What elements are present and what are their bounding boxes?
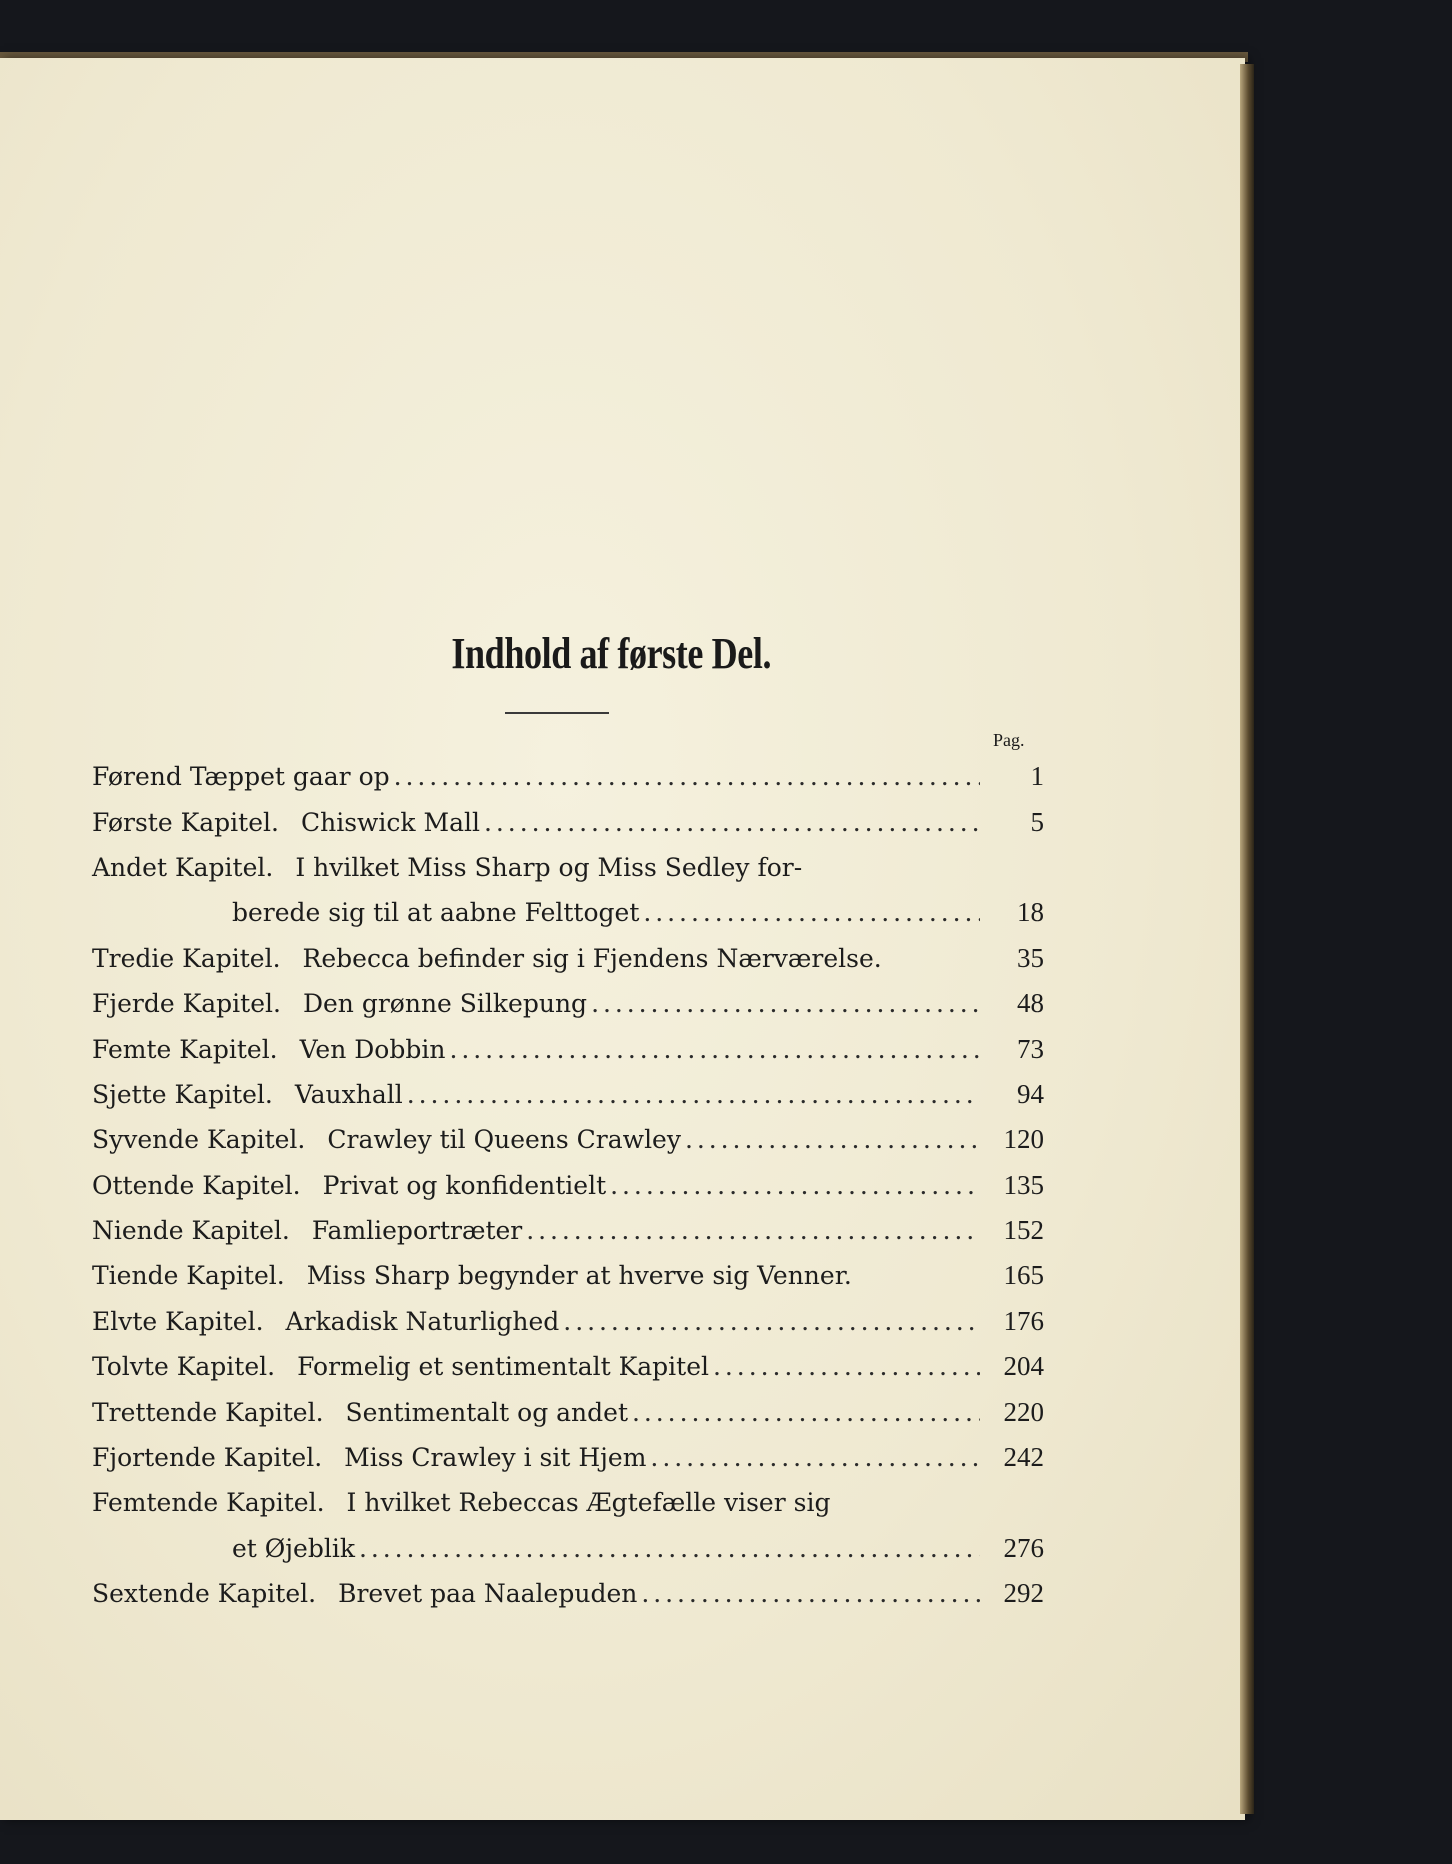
dot-leader xyxy=(449,1035,980,1064)
toc-entry-title: I hvilket Miss Sharp og Miss Sedley for- xyxy=(295,852,803,882)
toc-entry-chapter-16 xyxy=(92,1571,1044,1616)
toc-chapter-label: Sjette Kapitel. xyxy=(92,1079,273,1109)
dot-leader xyxy=(591,989,980,1018)
toc-entry-chapter-2-continued xyxy=(92,890,1044,935)
toc-page-number: 94 xyxy=(1017,1078,1044,1109)
toc-entry-title: Arkadisk Naturlighed xyxy=(285,1306,560,1336)
toc-entry-title: Den grønne Silkepung xyxy=(302,989,588,1019)
table-of-contents xyxy=(92,754,1044,1616)
dot-leader xyxy=(650,1443,980,1472)
dot-leader xyxy=(641,1579,980,1608)
toc-chapter-label: Femtende Kapitel. xyxy=(92,1488,325,1518)
toc-page-number: 1 xyxy=(1030,761,1044,792)
toc-entry-title: Crawley til Queens Crawley xyxy=(327,1125,681,1155)
toc-chapter-label: Syvende Kapitel. xyxy=(92,1125,306,1155)
title-rule xyxy=(505,712,609,714)
dot-leader xyxy=(713,1352,980,1381)
toc-entry-title: berede sig til at aabne Felttoget xyxy=(232,898,640,928)
page-column-label: Pag. xyxy=(993,730,1025,750)
toc-entry-chapter-8 xyxy=(92,1163,1044,1208)
dot-leader xyxy=(685,1125,980,1154)
toc-page-number: 35 xyxy=(1017,942,1044,973)
dot-leader xyxy=(643,898,980,927)
dot-leader xyxy=(526,1216,980,1245)
toc-entry-chapter-9 xyxy=(92,1208,1044,1253)
toc-chapter-label: Tredie Kapitel. xyxy=(92,943,281,973)
toc-entry-chapter-14 xyxy=(92,1435,1044,1480)
dot-leader xyxy=(484,808,980,837)
toc-entry-title: Formelig et sentimentalt Kapitel xyxy=(297,1352,710,1382)
dot-leader xyxy=(359,1534,980,1563)
toc-entry-title: Privat og konfidentielt xyxy=(322,1170,607,1200)
toc-entry-chapter-5 xyxy=(92,1026,1044,1071)
toc-entry-chapter-4 xyxy=(92,981,1044,1026)
toc-chapter-label: Niende Kapitel. xyxy=(92,1216,290,1246)
toc-page-number: 292 xyxy=(1003,1578,1044,1609)
toc-entry-chapter-6 xyxy=(92,1072,1044,1117)
toc-entry-title: Vauxhall xyxy=(294,1079,403,1109)
toc-entry-title: Ven Dobbin xyxy=(299,1034,446,1064)
toc-entry-chapter-1 xyxy=(92,799,1044,844)
toc-chapter-label: Tiende Kapitel. xyxy=(92,1261,285,1291)
toc-entry-title: Rebecca befinder sig i Fjendens Nærværelse. xyxy=(302,943,882,973)
toc-entry-chapter-15-continued xyxy=(92,1526,1044,1571)
toc-page-number: 135 xyxy=(1003,1169,1044,1200)
dot-leader xyxy=(407,1080,980,1109)
toc-page-number: 120 xyxy=(1003,1124,1044,1155)
toc-page-number: 220 xyxy=(1003,1396,1044,1427)
toc-chapter-label: Trettende Kapitel. xyxy=(92,1397,324,1427)
toc-chapter-label: Fjerde Kapitel. xyxy=(92,989,281,1019)
dot-leader xyxy=(394,762,980,791)
toc-page-number: 165 xyxy=(1003,1260,1044,1291)
toc-entry-chapter-13 xyxy=(92,1389,1044,1434)
toc-entry-title: Sentimentalt og andet xyxy=(345,1397,628,1427)
toc-entry-chapter-12 xyxy=(92,1344,1044,1389)
toc-page-number: 204 xyxy=(1003,1351,1044,1382)
toc-chapter-label: Elvte Kapitel. xyxy=(92,1306,264,1336)
toc-entry-chapter-3 xyxy=(92,936,1044,981)
dot-leader xyxy=(610,1171,980,1200)
toc-page-number: 48 xyxy=(1017,988,1044,1019)
toc-entry-chapter-10 xyxy=(92,1253,1044,1298)
toc-page-number: 242 xyxy=(1003,1442,1044,1473)
toc-entry-prologue xyxy=(92,754,1044,799)
toc-entry-title: I hvilket Rebeccas Ægtefælle viser sig xyxy=(346,1488,831,1518)
toc-page-number: 18 xyxy=(1017,897,1044,928)
toc-chapter-label: Ottende Kapitel. xyxy=(92,1170,301,1200)
toc-chapter-label: Fjortende Kapitel. xyxy=(92,1443,323,1473)
toc-entry-title: et Øjeblik xyxy=(232,1533,355,1563)
toc-entry-title: Førend Tæppet gaar op xyxy=(92,762,390,792)
toc-page-number: 5 xyxy=(1030,806,1044,837)
toc-entry-title: Miss Crawley i sit Hjem xyxy=(344,1443,647,1473)
toc-entry-title: Miss Sharp begynder at hverve sig Venner. xyxy=(306,1261,852,1291)
toc-page-number: 276 xyxy=(1003,1532,1044,1563)
toc-chapter-label: Første Kapitel. xyxy=(92,807,279,837)
dot-leader xyxy=(563,1307,980,1336)
toc-entry-title: Famlieportræter xyxy=(311,1216,523,1246)
toc-page-number: 176 xyxy=(1003,1305,1044,1336)
page-title: Indhold af første Del. xyxy=(451,629,772,678)
toc-entry-chapter-7 xyxy=(92,1117,1044,1162)
toc-page-number: 152 xyxy=(1003,1215,1044,1246)
dot-leader xyxy=(632,1398,980,1427)
toc-entry-chapter-15 xyxy=(92,1480,1044,1525)
toc-entry-chapter-11 xyxy=(92,1299,1044,1344)
toc-chapter-label: Femte Kapitel. xyxy=(92,1034,278,1064)
toc-chapter-label: Andet Kapitel. xyxy=(92,852,274,882)
toc-entry-chapter-2 xyxy=(92,845,1044,890)
toc-chapter-label: Tolvte Kapitel. xyxy=(92,1352,276,1382)
toc-chapter-label: Sextende Kapitel. xyxy=(92,1579,317,1609)
toc-entry-title: Brevet paa Naalepuden xyxy=(338,1579,638,1609)
toc-page-number: 73 xyxy=(1017,1033,1044,1064)
page-edge xyxy=(1240,64,1254,1814)
toc-entry-title: Chiswick Mall xyxy=(300,807,481,837)
